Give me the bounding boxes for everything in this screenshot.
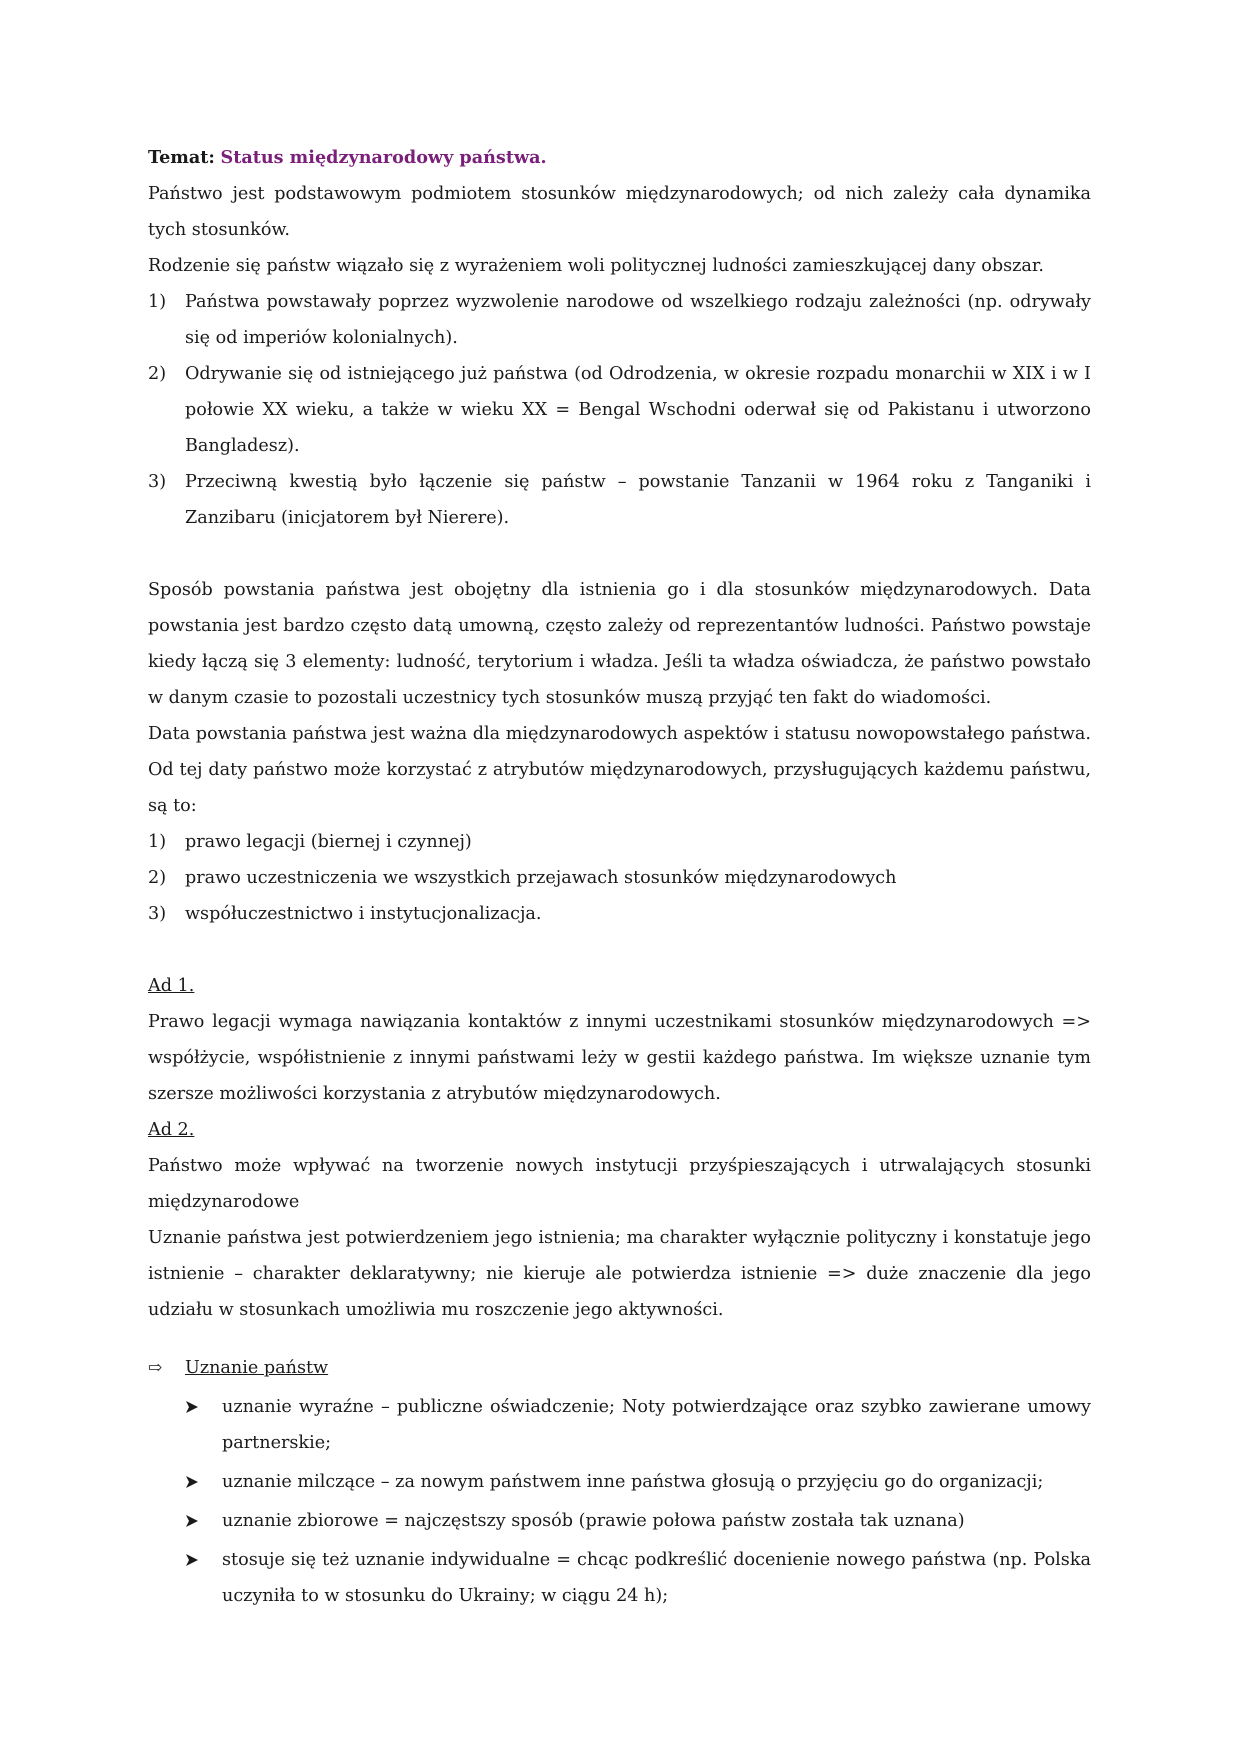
- list-marker: 1): [148, 292, 167, 312]
- arrowhead-bullet-icon: [185, 1475, 199, 1489]
- list-item-text: Przeciwną kwestią było łączenie się państw – powstanie Tanzanii w 1964 roku z Tanganiki i Zanzibaru (inicjatorem był Nierere).: [185, 472, 1091, 528]
- spacer: [148, 932, 1091, 968]
- list-item: [148, 356, 1091, 464]
- origin-list: [148, 284, 1091, 536]
- list-item-text: uznanie wyraźne – publiczne oświadczenie; Noty potwierdzające oraz szybko zawierane umowy partnerskie;: [222, 1397, 1091, 1453]
- list-marker: 2): [148, 868, 167, 888]
- list-item: [148, 1542, 1091, 1614]
- recognition-paragraph: Uznanie państwa jest potwierdzeniem jego istnienia; ma charakter wyłącznie polityczny i konstatuje jego istnienie – charakter deklaratywny; nie kieruje ale potwierdza istnienie => duże znaczenie dla jego udziału w stosunkach umożliwia mu roszczenie jego aktywności.: [148, 1228, 1091, 1320]
- list-item: [148, 1464, 1091, 1500]
- list-item: [148, 860, 1091, 896]
- list-item-text: stosuje się też uznanie indywidualne = chcąc podkreślić docenienie nowego państwa (np. Polska uczyniła to w stosunku do Ukrainy; w ciągu 24 h);: [222, 1550, 1091, 1606]
- list-item-text: prawo legacji (biernej i czynnej): [185, 832, 472, 852]
- list-item: [148, 1503, 1091, 1539]
- spacer: [148, 536, 1091, 572]
- ad2-paragraph: Państwo może wpływać na tworzenie nowych instytucji przyśpieszających i utrwalających stosunki międzynarodowe: [148, 1156, 1091, 1212]
- intro-paragraph-2: Rodzenie się państw wiązało się z wyrażeniem woli politycznej ludności zamieszkującej dany obszar.: [148, 256, 1044, 276]
- list-item: [148, 464, 1091, 536]
- section2-paragraph-1: Sposób powstania państwa jest obojętny dla istnienia go i dla stosunków międzynarodowych. Data powstania jest bardzo często datą umowną, często zależy od reprezentantów ludności. Państwo powstaje kiedy łączą się 3 elementy: ludność, terytorium i władza. Jeśli ta władza oświadcza, że państwo powstało w danym czasie to pozostali uczestnicy tych stosunków muszą przyjąć ten fakt do wiadomości.: [148, 580, 1091, 708]
- list-marker: 2): [148, 364, 167, 384]
- title-end: .: [540, 147, 547, 168]
- document-page: [148, 140, 1091, 1614]
- attributes-list: [148, 824, 1091, 932]
- list-item: [148, 896, 1091, 932]
- ad2-heading: Ad 2.: [148, 1120, 195, 1140]
- list-marker: 3): [148, 472, 167, 492]
- arrowhead-bullet-icon: [185, 1553, 199, 1567]
- list-item-text: uznanie zbiorowe = najczęstszy sposób (prawie połowa państw została tak uznana): [222, 1511, 965, 1531]
- recognition-heading-label: Uznanie państw: [185, 1358, 329, 1378]
- ad1-paragraph: Prawo legacji wymaga nawiązania kontaktów z innymi uczestnikami stosunków międzynarodowych => współżycie, współistnienie z innymi państwami leży w gestii każdego państwa. Im większe uznanie tym szersze możliwości korzystania z atrybutów międzynarodowych.: [148, 1012, 1091, 1104]
- list-item-text: współuczestnictwo i instytucjonalizacja.: [185, 904, 542, 924]
- list-item-text: Państwa powstawały poprzez wyzwolenie narodowe od wszelkiego rodzaju zależności (np. odrywały się od imperiów kolonialnych).: [185, 292, 1091, 348]
- list-marker: 1): [148, 832, 167, 852]
- list-item: [148, 1389, 1091, 1461]
- list-item: [148, 824, 1091, 860]
- ad1-heading: Ad 1.: [148, 976, 195, 996]
- list-item-text: Odrywanie się od istniejącego już państwa (od Odrodzenia, w okresie rozpadu monarchii w XIX i w I połowie XX wieku, a także w wieku XX = Bengal Wschodni oderwał się od Pakistanu i utworzono Bangladesz).: [185, 364, 1091, 456]
- list-item: [148, 284, 1091, 356]
- arrowhead-bullet-icon: [185, 1514, 199, 1528]
- list-item-text: prawo uczestniczenia we wszystkich przejawach stosunków międzynarodowych: [185, 868, 897, 888]
- title-text: Status międzynarodowy państwa: [220, 147, 541, 168]
- document-title: [148, 140, 1091, 176]
- arrowhead-bullet-icon: [185, 1400, 199, 1414]
- recognition-list: [148, 1389, 1091, 1614]
- list-item-text: uznanie milczące – za nowym państwem inne państwa głosują o przyjęciu go do organizacji;: [222, 1472, 1044, 1492]
- spacer: [148, 1328, 1091, 1348]
- intro-paragraph-1: Państwo jest podstawowym podmiotem stosunków międzynarodowych; od nich zależy cała dynamika tych stosunków.: [148, 184, 1091, 240]
- section2-paragraph-2: Data powstania państwa jest ważna dla międzynarodowych aspektów i statusu nowopowstałego państwa. Od tej daty państwo może korzystać z atrybutów międzynarodowych, przysługujących każdemu państwu, są to:: [148, 724, 1091, 816]
- arrow-right-icon: ⇨: [148, 1358, 163, 1378]
- recognition-heading: [148, 1350, 1091, 1386]
- title-label: Temat:: [148, 147, 215, 168]
- list-marker: 3): [148, 904, 167, 924]
